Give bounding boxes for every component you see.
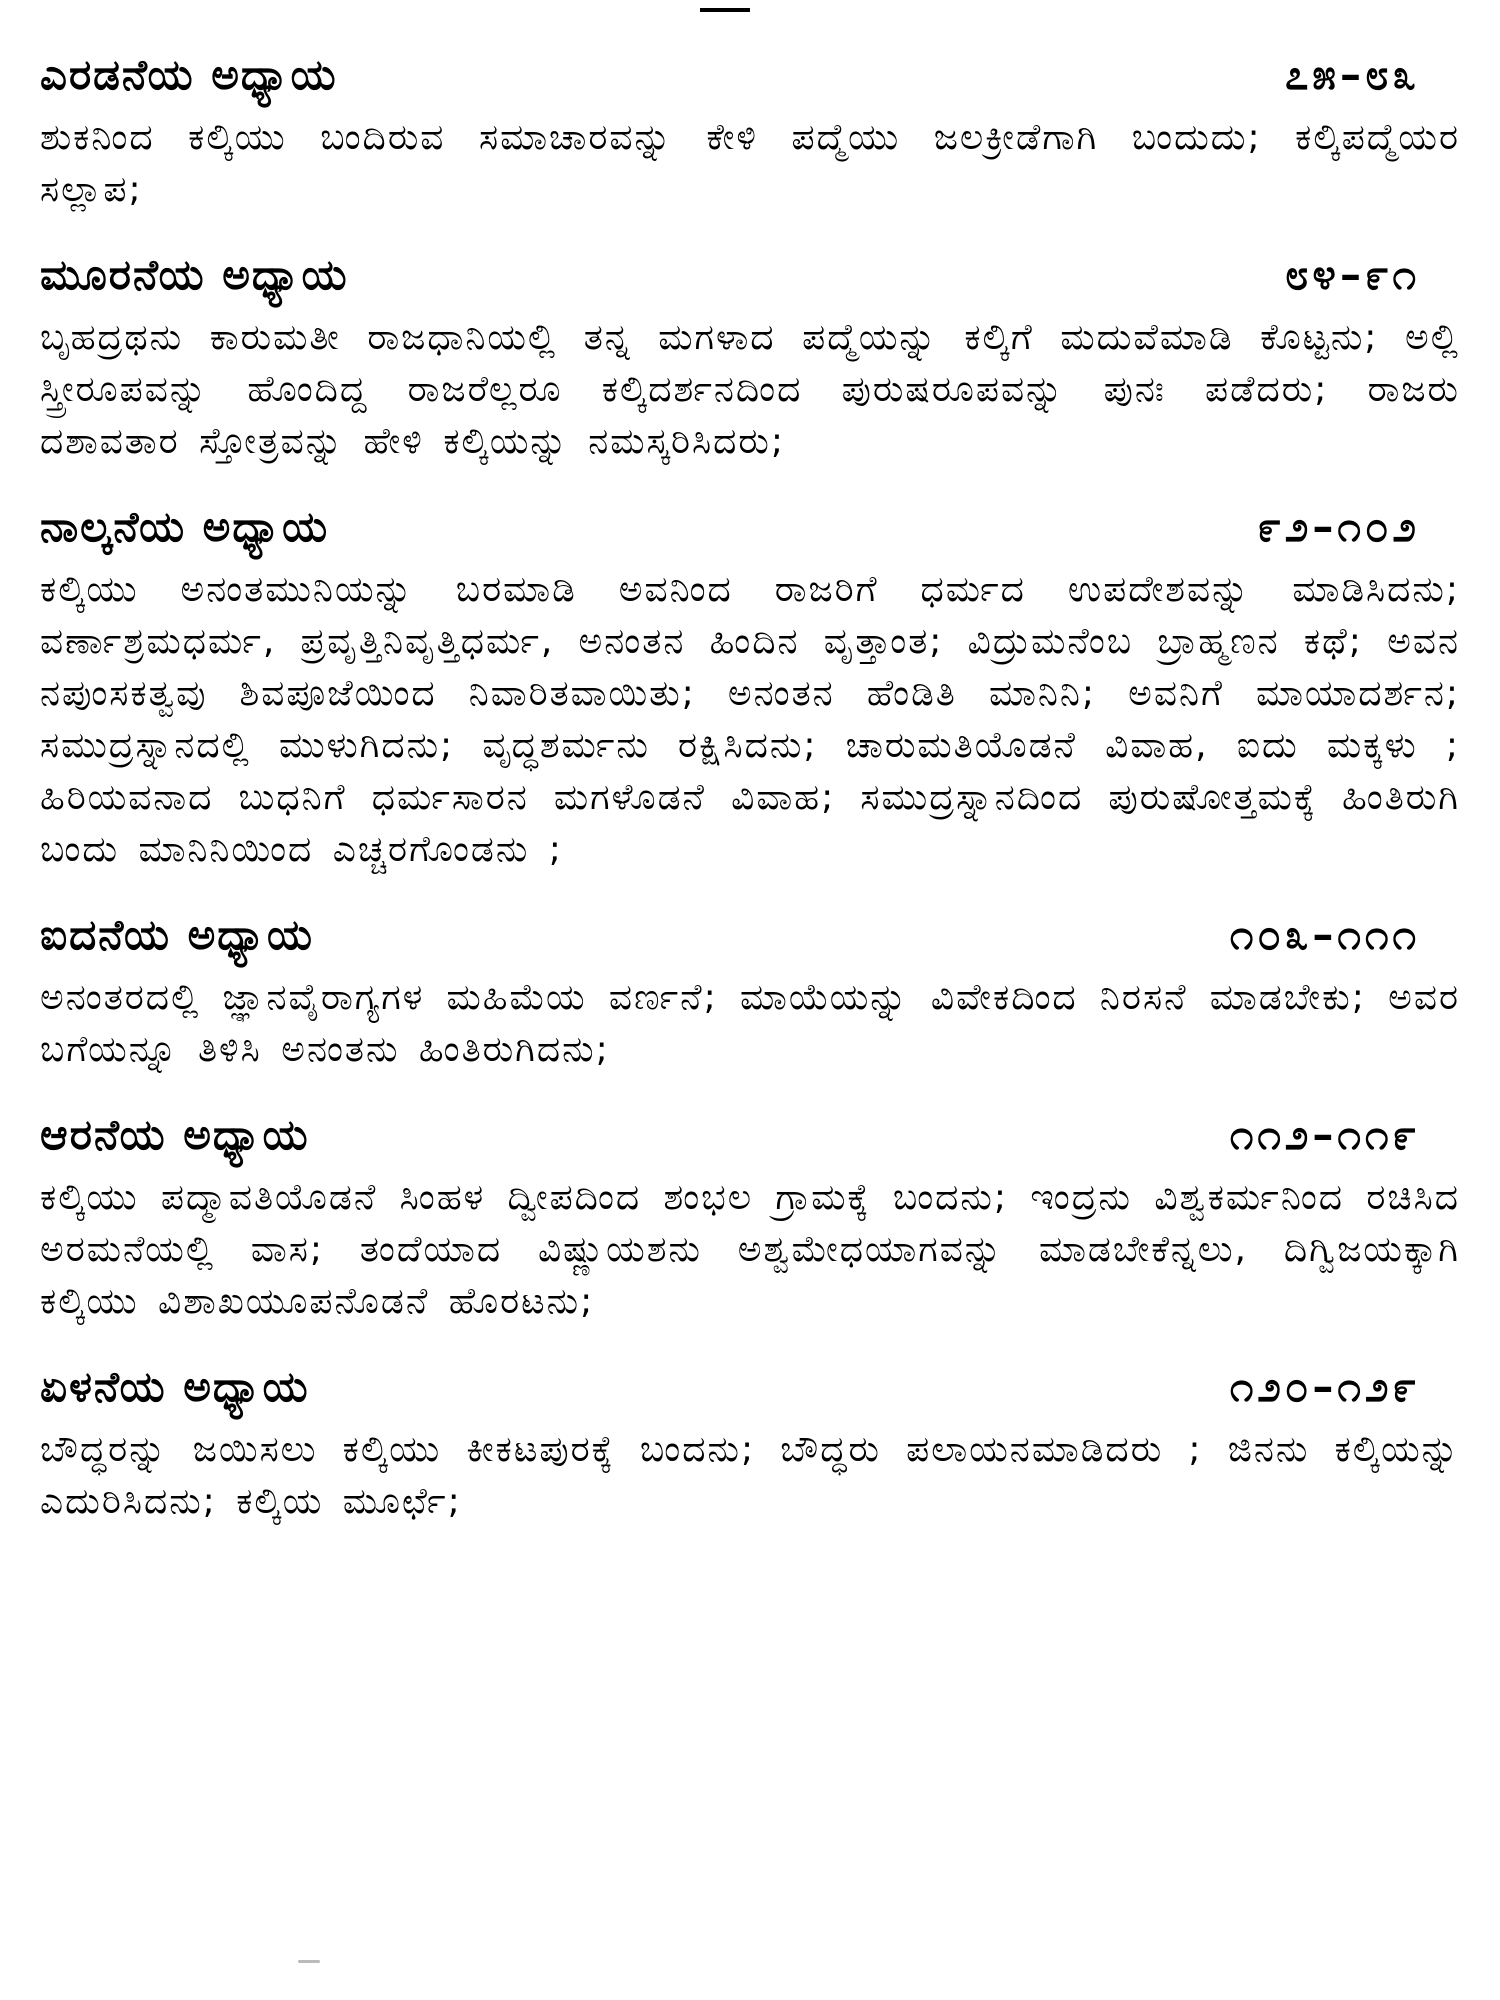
scan-speck [298,1960,320,1963]
chapter-title: ನಾಲ್ಕನೆಯ ಅಧ್ಯಾಯ [40,502,330,551]
page-range: ೧೨೦–೧೨೯ [1229,1362,1420,1411]
chapter-3-section [40,244,1460,468]
page-range: ೧೦೩–೧೧೧ [1229,910,1420,959]
chapter-title: ಎರಡನೆಯ ಅಧ್ಯಾಯ [40,50,338,99]
chapter-4-section [40,496,1460,876]
page-range: ೯೨–೧೦೨ [1257,502,1420,551]
chapter-7-section [40,1356,1460,1528]
chapter-heading [40,904,1460,966]
page-range: ೭೫–೮೩ [1284,50,1420,99]
chapter-heading [40,244,1460,306]
chapter-6-section [40,1104,1460,1328]
chapter-title: ಏಳನೆಯ ಅಧ್ಯಾಯ [40,1362,310,1411]
page-number-mark [700,0,750,12]
contents-page [40,44,1460,1556]
chapter-summary: ಅನಂತರದಲ್ಲಿ ಜ್ಞಾನವೈರಾಗ್ಯಗಳ ಮಹಿಮೆಯ ವರ್ಣನೆ; ಮಾಯೆಯನ್ನು ವಿವೇಕದಿಂದ ನಿರಸನೆ ಮಾಡಬೇಕು; ಅವರ ಬಗೆಯನ್ನೂ ತಿಳಿಸಿ ಅನಂತನು ಹಿಂತಿರುಗಿದನು; [40,977,1460,1070]
page-range: ೮೪–೯೧ [1284,250,1420,299]
chapter-summary: ಬೌದ್ಧರನ್ನು ಜಯಿಸಲು ಕಲ್ಕಿಯು ಕೀಕಟಪುರಕ್ಕೆ ಬಂದನು; ಬೌದ್ಧರು ಪಲಾಯನಮಾಡಿದರು ; ಜಿನನು ಕಲ್ಕಿಯನ್ನು ಎದುರಿಸಿದನು; ಕಲ್ಕಿಯ ಮೂರ್ಛೆ; [40,1429,1460,1522]
chapter-heading [40,1104,1460,1166]
chapter-summary: ಬೃಹದ್ರಥನು ಕಾರುಮತೀ ರಾಜಧಾನಿಯಲ್ಲಿ ತನ್ನ ಮಗಳಾದ ಪದ್ಮೆಯನ್ನು ಕಲ್ಕಿಗೆ ಮದುವೆಮಾಡಿ ಕೊಟ್ಟನು; ಅಲ್ಲಿ ಸ್ತ್ರೀರೂಪವನ್ನು ಹೊಂದಿದ್ದ ರಾಜರೆಲ್ಲರೂ ಕಲ್ಕಿದರ್ಶನದಿಂದ ಪುರುಷರೂಪವನ್ನು ಪುನಃ ಪಡೆದರು; ರಾಜರು ದಶಾವತಾರ ಸ್ತೋತ್ರವನ್ನು ಹೇಳಿ ಕಲ್ಕಿಯನ್ನು ನಮಸ್ಕರಿಸಿದರು; [40,317,1460,462]
page-range: ೧೧೨–೧೧೯ [1229,1110,1420,1159]
chapter-5-section [40,904,1460,1076]
chapter-heading [40,496,1460,558]
chapter-title: ಐದನೆಯ ಅಧ್ಯಾಯ [40,910,315,959]
chapter-2-section [40,44,1460,216]
chapter-summary: ಕಲ್ಕಿಯು ಪದ್ಮಾವತಿಯೊಡನೆ ಸಿಂಹಳ ದ್ವೀಪದಿಂದ ಶಂಭಲ ಗ್ರಾಮಕ್ಕೆ ಬಂದನು; ಇಂದ್ರನು ವಿಶ್ವಕರ್ಮನಿಂದ ರಚಿಸಿದ ಅರಮನೆಯಲ್ಲಿ ವಾಸ; ತಂದೆಯಾದ ವಿಷ್ಣುಯಶನು ಅಶ್ವಮೇಧಯಾಗವನ್ನು ಮಾಡಬೇಕೆನ್ನಲು, ದಿಗ್ವಿಜಯಕ್ಕಾಗಿ ಕಲ್ಕಿಯು ವಿಶಾಖಯೂಪನೊಡನೆ ಹೊರಟನು; [40,1177,1460,1322]
chapter-heading [40,1356,1460,1418]
chapter-heading [40,44,1460,106]
chapter-summary: ಕಲ್ಕಿಯು ಅನಂತಮುನಿಯನ್ನು ಬರಮಾಡಿ ಅವನಿಂದ ರಾಜರಿಗೆ ಧರ್ಮದ ಉಪದೇಶವನ್ನು ಮಾಡಿಸಿದನು; ವರ್ಣಾಶ್ರಮಧರ್ಮ, ಪ್ರವೃತ್ತಿನಿವೃತ್ತಿಧರ್ಮ, ಅನಂತನ ಹಿಂದಿನ ವೃತ್ತಾಂತ; ವಿದ್ರುಮನೆಂಬ ಬ್ರಾಹ್ಮಣನ ಕಥೆ; ಅವನ ನಪುಂಸಕತ್ವವು ಶಿವಪೂಜೆಯಿಂದ ನಿವಾರಿತವಾಯಿತು; ಅನಂತನ ಹೆಂಡಿತಿ ಮಾನಿನಿ; ಅವನಿಗೆ ಮಾಯಾದರ್ಶನ; ಸಮುದ್ರಸ್ನಾನದಲ್ಲಿ ಮುಳುಗಿದನು; ವೃದ್ಧಶರ್ಮನು ರಕ್ಷಿಸಿದನು; ಚಾರುಮತಿಯೊಡನೆ ವಿವಾಹ, ಐದು ಮಕ್ಕಳು ; ಹಿರಿಯವನಾದ ಬುಧನಿಗೆ ಧರ್ಮಸಾರನ ಮಗಳೊಡನೆ ವಿವಾಹ; ಸಮುದ್ರಸ್ನಾನದಿಂದ ಪುರುಷೋತ್ತಮಕ್ಕೆ ಹಿಂತಿರುಗಿ ಬಂದು ಮಾನಿನಿಯಿಂದ ಎಚ್ಚರಗೊಂಡನು ; [40,569,1460,870]
chapter-title: ಮೂರನೆಯ ಅಧ್ಯಾಯ [40,250,349,299]
chapter-summary: ಶುಕನಿಂದ ಕಲ್ಕಿಯು ಬಂದಿರುವ ಸಮಾಚಾರವನ್ನು ಕೇಳಿ ಪದ್ಮೆಯು ಜಲಕ್ರೀಡೆಗಾಗಿ ಬಂದುದು; ಕಲ್ಕಿಪದ್ಮೆಯರ ಸಲ್ಲಾಪ; [40,117,1460,210]
chapter-title: ಆರನೆಯ ಅಧ್ಯಾಯ [40,1110,310,1159]
